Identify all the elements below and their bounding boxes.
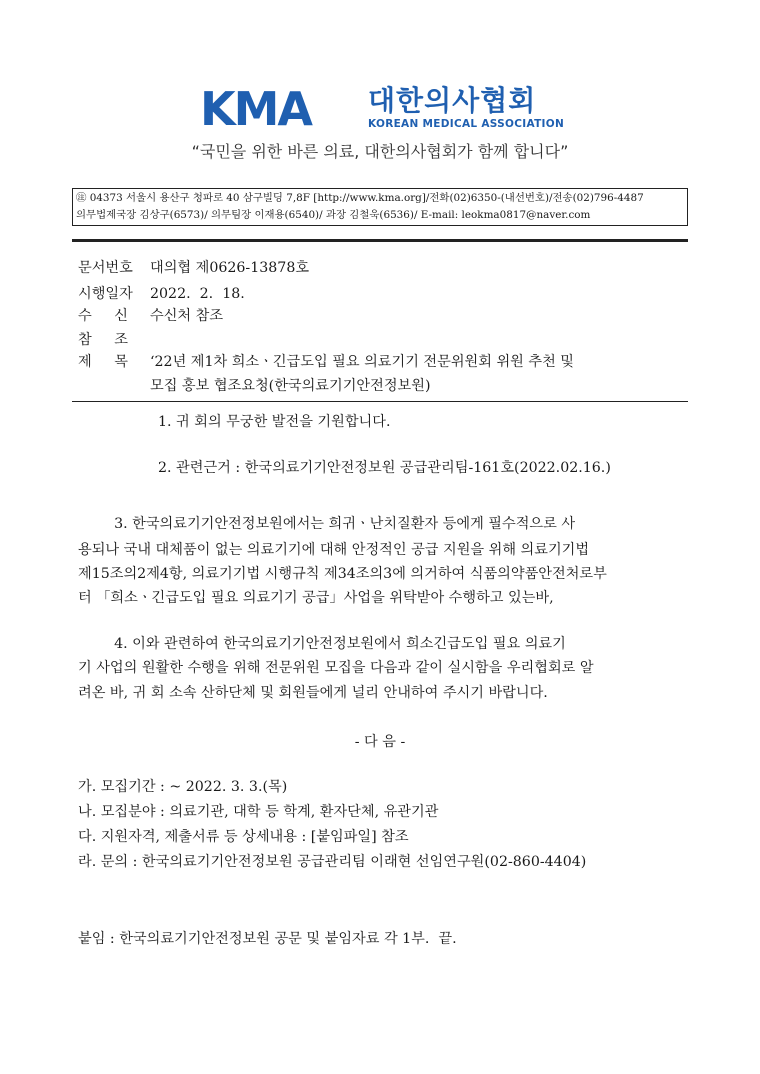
attachment-note: 붙임 : 한국의료기기안전정보원 공문 및 붙임자료 각 1부. 끝.	[78, 931, 457, 947]
logo-abbr: KMA	[200, 82, 312, 136]
kma-logo	[200, 82, 580, 136]
list-item-field: 나. 모집분야 : 의료기관, 대학 등 학계, 환자단체, 유관기관	[78, 804, 439, 820]
logo-korean-name: 대한의사협회	[368, 84, 537, 117]
paragraph-4-line-2: 기 사업의 원활한 수행을 위해 전문위원 모집을 다음과 같이 실시함을 우리협회로 알	[78, 660, 594, 676]
slogan: “국민을 위한 바른 의료, 대한의사협회가 함께 합니다”	[191, 142, 569, 161]
logo-english-name: KOREAN MEDICAL ASSOCIATION	[368, 118, 565, 130]
date-row	[78, 283, 245, 305]
paragraph-4-line-3: 려온 바, 귀 회 소속 산하단체 및 회원들에게 널리 안내하여 주시기 바랍니다.	[78, 685, 548, 701]
contact-box	[72, 188, 688, 226]
doc-number-label: 문서번호	[78, 260, 133, 276]
recipient: 수신처 참조	[150, 308, 224, 324]
subject-divider	[72, 401, 688, 402]
paragraph-3-line-4: 터 「희소ㆍ긴급도입 필요 의료기기 공급」사업을 위탁받아 수행하고 있는바,	[78, 590, 554, 606]
subject-row	[78, 351, 574, 373]
paragraph-3-line-1: 3. 한국의료기기안전정보원에서는 희귀ㆍ난치질환자 등에게 필수적으로 사	[78, 516, 576, 532]
subject-line-1: ‘22년 제1차 희소ㆍ긴급도입 필요 의료기기 전문위원회 위원 추천 및	[150, 354, 575, 370]
doc-number-row	[78, 257, 309, 279]
subject-label: 제 목	[78, 354, 128, 370]
paragraph-1: 1. 귀 회의 무궁한 발전을 기원합니다.	[158, 414, 391, 430]
paragraph-2: 2. 관련근거 : 한국의료기기안전정보원 공급관리팀-161호(2022.02.16.)	[158, 460, 611, 476]
next-heading: - 다 음 -	[354, 734, 406, 750]
contact-line-staff: 의무법제국장 김상구(6573)/ 의무팀장 이재용(6540)/ 과장 김철욱(6536)/ E-mail: leokma0817@naver.com	[76, 209, 591, 221]
paragraph-3-line-2: 용되나 국내 대체품이 없는 의료기기에 대해 안정적인 공급 지원을 위해 의료기기법	[78, 542, 590, 558]
doc-number: 대의협 제0626-13878호	[150, 260, 310, 276]
list-item-period: 가. 모집기간 : ~ 2022. 3. 3.(목)	[78, 779, 288, 795]
paragraph-4-line-1: 4. 이와 관련하여 한국의료기기안전정보원에서 희소긴급도입 필요 의료기	[78, 636, 566, 652]
header-divider	[72, 239, 688, 242]
reference-row	[78, 329, 150, 351]
recipient-row	[78, 305, 223, 327]
reference-label: 참 조	[78, 332, 128, 348]
issue-date: 2022. 2. 18.	[150, 286, 245, 302]
paragraph-3-line-3: 제15조의2제4항, 의료기기법 시행규칙 제34조의3에 의거하여 식품의약품안전처로부	[78, 566, 607, 582]
date-label: 시행일자	[78, 286, 133, 302]
subject-line-2: 모집 홍보 협조요청(한국의료기기안전정보원)	[150, 378, 431, 394]
recipient-label: 수 신	[78, 308, 128, 324]
list-item-contact: 라. 문의 : 한국의료기기안전정보원 공급관리팀 이래현 선임연구원(02-860-4404)	[78, 854, 587, 870]
contact-line-address: ㊟ 04373 서울시 용산구 청파로 40 삼구빌딩 7,8F [http://www.kma.org]/전화(02)6350-(내선번호)/전송(02)796-4487	[76, 192, 644, 204]
list-item-qualification: 다. 지원자격, 제출서류 등 상세내용 : [붙임파일] 참조	[78, 829, 409, 845]
